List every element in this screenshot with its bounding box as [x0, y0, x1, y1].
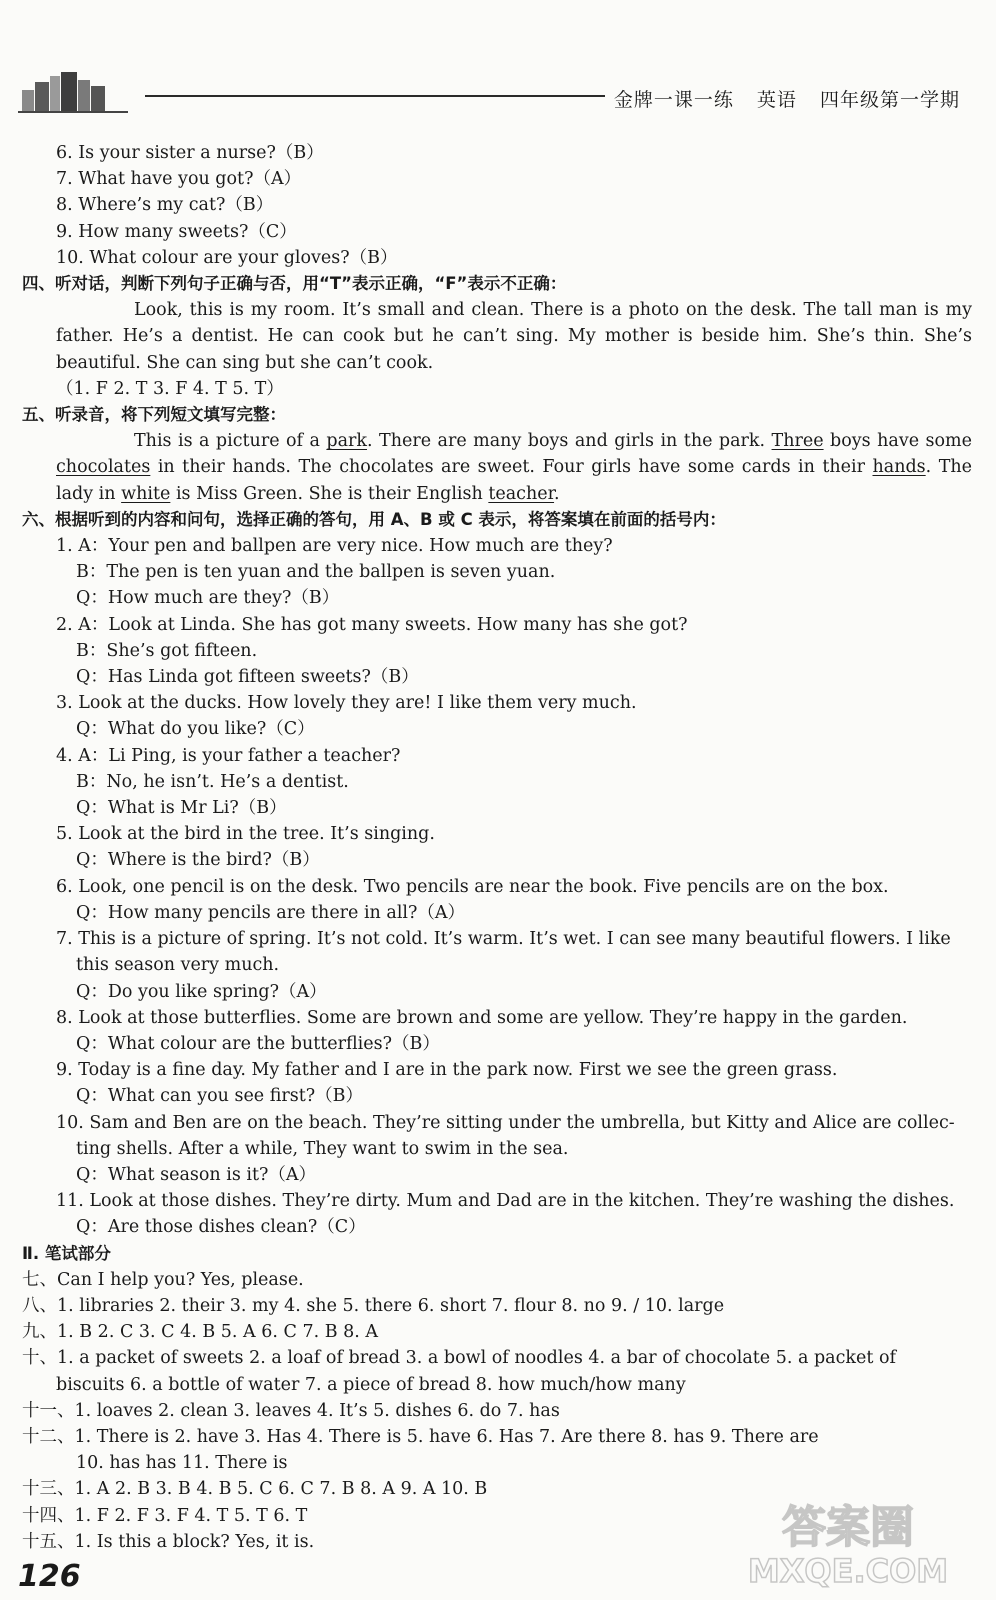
- answer-line: 十、1. a packet of sweets 2. a loaf of bread 3. a bowl of noodles 4. a bar of chocolate 5. a packet of: [22, 1348, 896, 1369]
- answer-line: Q：What can you see first?（B）: [76, 1086, 364, 1107]
- answer-line: 10. has has 11. There is: [76, 1453, 288, 1474]
- answer-line: 十一、1. loaves 2. clean 3. leaves 4. It’s 5. dishes 6. do 7. has: [22, 1400, 560, 1421]
- header-rule: [145, 95, 605, 97]
- book-series-title: [598, 85, 960, 112]
- answer-line: （1. F 2. T 3. F 4. T 5. T）: [56, 378, 284, 399]
- answer-line: 5. Look at the bird in the tree. It’s singing.: [56, 824, 435, 845]
- answer-line: B：No, he isn’t. He’s a dentist.: [76, 771, 349, 792]
- page-header: [0, 0, 996, 125]
- answer-line: Q：What is Mr Li?（B）: [76, 798, 287, 819]
- filled-blank: Three: [771, 431, 824, 452]
- answer-line: Q：What colour are the butterflies?（B）: [76, 1033, 440, 1054]
- filled-blank: chocolates: [56, 457, 151, 478]
- text-span: is Miss Green. She is their English: [170, 483, 489, 504]
- watermark-line2: MXQE.COM: [747, 1552, 949, 1590]
- text-span: . There are many boys and girls in the park.: [367, 431, 772, 452]
- series-name: 金牌一课一练: [613, 89, 734, 111]
- answer-line: Look, this is my room. It’s small and clean. There is a photo on the desk. The tall man is my father. He’s a dentist. He can cook but he can’t sing. My mother is beside him. She’s thin. She’s beautiful. She can sing but she can’t cook.: [56, 300, 972, 373]
- answer-line: Q：What season is it?（A）: [76, 1164, 317, 1185]
- answer-line: 十三、1. A 2. B 3. B 4. B 5. C 6. C 7. B 8. A 9. A 10. B: [22, 1479, 488, 1500]
- answer-line: 九、1. B 2. C 3. C 4. B 5. A 6. C 7. B 8. A: [22, 1322, 379, 1343]
- answer-line: 十四、1. F 2. F 3. F 4. T 5. T 6. T: [22, 1505, 308, 1526]
- answer-line: Q：How much are they?（B）: [76, 588, 340, 609]
- answer-line: 1. A：Your pen and ballpen are very nice. How much are they?: [56, 536, 613, 557]
- answer-line: 七、Can I help you? Yes, please.: [22, 1269, 304, 1290]
- answer-line: 2. A：Look at Linda. She has got many sweets. How many has she got?: [56, 614, 688, 635]
- answer-line: 10. Sam and Ben are on the beach. They’re sitting under the umbrella, but Kitty and Alice are collec-: [56, 1112, 955, 1133]
- subject-name: 英语: [756, 89, 797, 111]
- answer-line: 八、1. libraries 2. their 3. my 4. she 5. there 6. short 7. flour 8. no 9. / 10. large: [22, 1295, 725, 1316]
- text-span: in their hands. The chocolates are sweet. Four girls have some cards in their: [150, 457, 873, 478]
- section-heading: Ⅱ. 笔试部分: [22, 1243, 111, 1263]
- watermark-logo: [718, 1492, 978, 1592]
- answer-line: 11. Look at those dishes. They’re dirty. Mum and Dad are in the kitchen. They’re washing the dishes.: [56, 1191, 955, 1212]
- filled-blank: white: [121, 483, 171, 504]
- answer-line: Q：Are those dishes clean?（C）: [76, 1217, 366, 1238]
- answer-line: biscuits 6. a bottle of water 7. a piece of bread 8. how much/how many: [56, 1374, 686, 1395]
- filled-blank: hands: [872, 457, 926, 478]
- answer-line: 7. This is a picture of spring. It’s not cold. It’s warm. It’s wet. I can see many beautiful flowers. I like: [56, 929, 951, 950]
- answer-line: 4. A：Li Ping, is your father a teacher?: [56, 745, 401, 766]
- section-heading: 五、听录音，将下列短文填写完整：: [22, 405, 286, 425]
- text-span: boys have some: [823, 431, 972, 452]
- answer-line: B：The pen is ten yuan and the ballpen is seven yuan.: [76, 562, 556, 583]
- filled-blank: park: [326, 431, 368, 452]
- page-number: 126: [18, 1559, 81, 1594]
- answer-line: 6. Is your sister a nurse?（B）: [56, 143, 324, 163]
- text-span: This is a picture of a: [134, 431, 327, 452]
- answer-line: 8. Where’s my cat?（B）: [56, 195, 274, 216]
- answer-line: 9. Today is a fine day. My father and I are in the park now. First we see the green grass.: [56, 1060, 838, 1081]
- answer-line: 9. How many sweets?（C）: [56, 221, 297, 242]
- answer-line: 8. Look at those butterflies. Some are brown and some are yellow. They’re happy in the garden.: [56, 1007, 908, 1028]
- answer-line: 3. Look at the ducks. How lovely they are! I like them very much.: [56, 693, 637, 714]
- answer-line: 10. What colour are your gloves?（B）: [56, 247, 398, 268]
- answer-line: Q：What do you like?（C）: [76, 719, 315, 740]
- answer-line: 7. What have you got?（A）: [56, 169, 302, 190]
- answer-line: this season very much.: [76, 955, 280, 976]
- filled-blank: teacher: [488, 483, 555, 504]
- answer-line: Q：Where is the bird?（B）: [76, 850, 320, 871]
- section-heading: 六、根据听到的内容和问句，选择正确的答句，用 A、B 或 C 表示，将答案填在前面的括号内：: [22, 509, 726, 529]
- answer-line: 十二、1. There is 2. have 3. Has 4. There is 5. have 6. Has 7. Are there 8. has 9. There are: [22, 1426, 819, 1447]
- grade-name: 四年级第一学期: [819, 89, 960, 111]
- answer-line: Q：How many pencils are there in all?（A）: [76, 902, 466, 923]
- answer-line: Q：Has Linda got fifteen sweets?（B）: [76, 667, 419, 688]
- text-span: . The lady in: [56, 457, 972, 504]
- answer-line: [22, 428, 972, 507]
- answer-line: 6. Look, one pencil is on the desk. Two pencils are near the book. Five pencils are on the box.: [56, 876, 889, 897]
- answer-line: ting shells. After a while, They want to swim in the sea.: [76, 1138, 569, 1159]
- answer-line: B：She’s got fifteen.: [76, 640, 258, 661]
- books-logo-icon: [18, 68, 128, 114]
- watermark-line1: 答案圈: [782, 1502, 914, 1553]
- answer-line: 十五、1. Is this a block? Yes, it is.: [22, 1531, 315, 1552]
- answer-line: Q：Do you like spring?（A）: [76, 981, 327, 1002]
- answer-content: [22, 140, 972, 1555]
- section-heading: 四、听对话，判断下列句子正确与否，用“T”表示正确，“F”表示不正确：: [22, 274, 567, 294]
- text-span: .: [554, 483, 560, 504]
